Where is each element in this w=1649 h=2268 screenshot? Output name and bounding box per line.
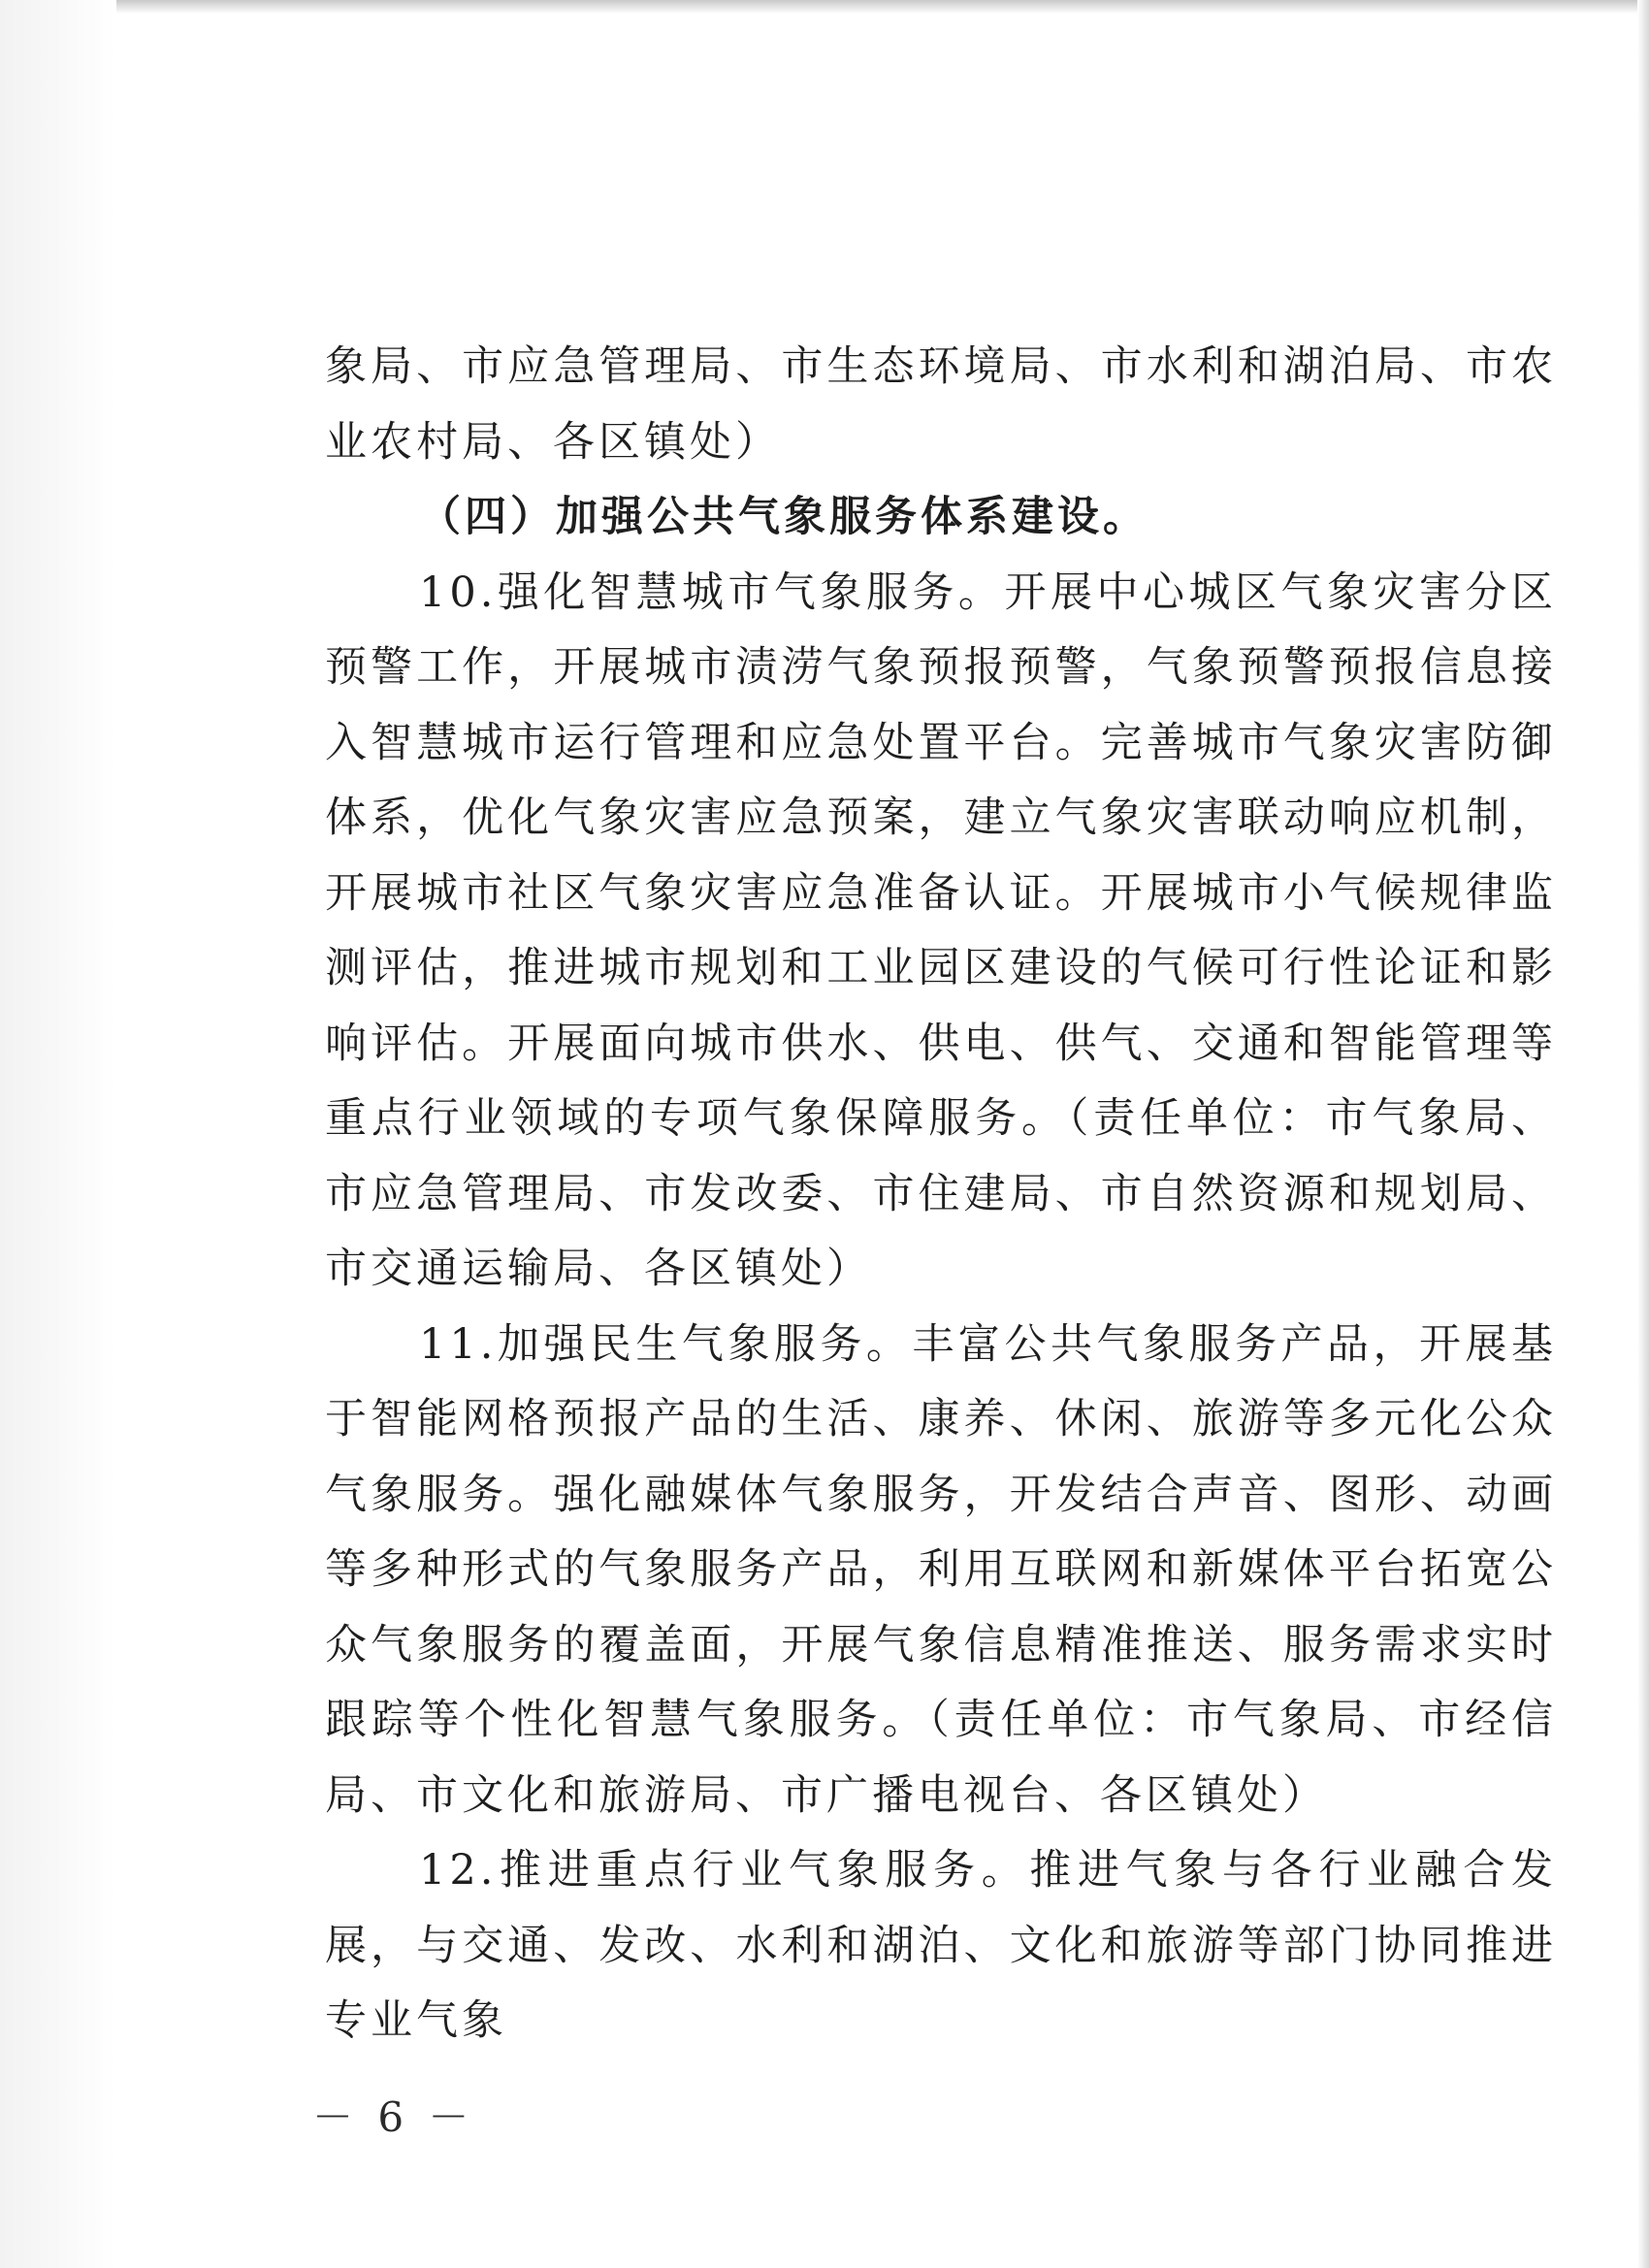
section-four-heading: （四）加强公共气象服务体系建设。 — [419, 493, 1148, 541]
scan-right-edge — [1637, 0, 1649, 2268]
paragraph-item-10: 10.强化智慧城市气象服务。开展中心城区气象灾害分区预警工作，开展城市渍涝气象预报预警，气象预警预报信息接入智慧城市运行管理和应急处置平台。完善城市气象灾害防御体系，优化气象灾害应急预案，建立气象灾害联动响应机制，开展城市社区气象灾害应急准备认证。开展城市小气候规律监测评估，推进城市规划和工业园区建设的气候可行性论证和影响评估。开展面向城市供水、供电、供气、交通和智能管理等重点行业领域的专项气象保障服务。（责任单位：市气象局、市应急管理局、市发改委、市住建局、市自然资源和规划局、市交通运输局、各区镇处） — [325, 567, 1557, 1293]
paragraph-continued: 象局、市应急管理局、市生态环境局、市水利和湖泊局、市农业农村局、各区镇处） — [325, 342, 1557, 467]
scan-left-edge — [0, 0, 116, 2268]
scan-top-edge — [0, 0, 1649, 14]
page-number: － 6 － — [312, 2093, 475, 2141]
paragraph-item-12: 12.推进重点行业气象服务。推进气象与各行业融合发展，与交通、发改、水利和湖泊、文化和旅游等部门协同推进专业气象 — [325, 1846, 1557, 2045]
document-body — [325, 330, 1557, 2059]
paragraph-item-11: 11.加强民生气象服务。丰富公共气象服务产品，开展基于智能网格预报产品的生活、康养、休闲、旅游等多元化公众气象服务。强化融媒体气象服务，开发结合声音、图形、动画等多种形式的气象服务产品，利用互联网和新媒体平台拓宽公众气象服务的覆盖面，开展气象信息精准推送、服务需求实时跟踪等个性化智慧气象服务。（责任单位：市气象局、市经信局、市文化和旅游局、市广播电视台、各区镇处） — [325, 1319, 1557, 1820]
